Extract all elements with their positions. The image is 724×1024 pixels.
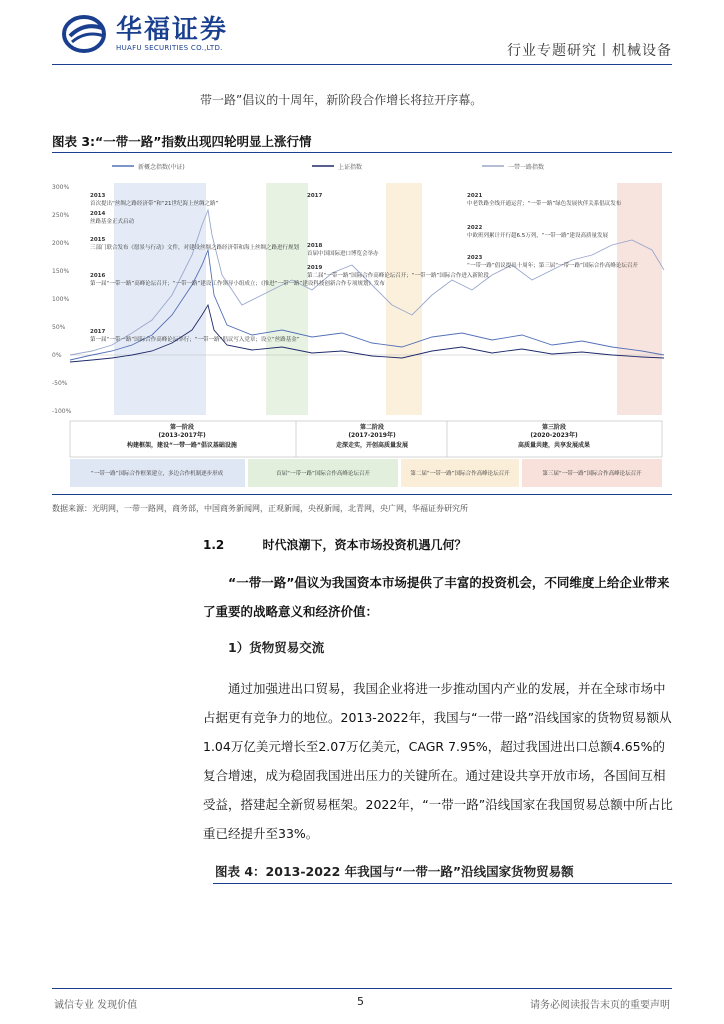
anno-year: 2014: [90, 211, 106, 217]
footer-divider: [52, 988, 672, 989]
body-paragraph: 通过加强进出口贸易，我国企业将进一步推动国内产业的发展，并在全球市场中占据更有竞争力的地位。2013-2022年，我国与“一带一路”沿线国家的货物贸易额从1.04万亿美元增长至2.07万亿美元，CAGR 7.95%，超过我国进出口总额4.65%的复合增速，成为稳固我国进出压力的关键所在。通过建设共享开放市场，各国间互相受益，搭建起全新贸易框架。2022年，“一带一路”沿线国家在我国贸易总额中所占比重已经提升至33%。: [203, 681, 673, 841]
phase2-desc: 走深走实，开创高质量发展: [335, 442, 409, 449]
anno-year: 2015: [90, 237, 106, 243]
phase4-band: [617, 183, 662, 415]
figure4-title: 图表 4：2013-2022 年我国与“一带一路”沿线国家货物贸易额: [215, 864, 574, 879]
phase2-bottom: 首届“一带一路”国际合作高峰论坛召开: [276, 471, 370, 477]
anno-text: 中老铁路全线开通运营；“一带一路”绿色发展伙伴关系倡议发布: [467, 201, 622, 207]
phase4-bottom: 第三届“一带一路”国际合作高峰论坛召开: [542, 471, 642, 477]
figure3-source: 数据来源：光明网，一带一路网，商务部，中国商务新闻网，正观新闻，央视新闻，北青网，央广网，华福证券研究所: [52, 504, 468, 513]
ytick: 0%: [52, 352, 62, 359]
ytick: -50%: [52, 380, 68, 387]
phase1-bottom: “一带一路”国际合作框架建立，多边合作机制逐步形成: [90, 471, 224, 477]
phase2-band: [266, 183, 308, 415]
phase3-period: (2020-2023年): [530, 432, 578, 439]
sub-heading: 1）货物贸易交流: [228, 640, 325, 655]
figure3-bottom-rule: [52, 494, 672, 495]
figure3-top-rule: [52, 152, 672, 153]
figure3-title: 图表 3:“一带一路”指数出现四轮明显上涨行情: [52, 134, 312, 149]
phase2-name: 第二阶段: [359, 424, 385, 431]
logo-chinese: 华福证券: [116, 15, 229, 45]
ytick: 100%: [52, 296, 70, 303]
anno-text: 首次提出“丝绸之路经济带”和“21世纪海上丝绸之路”: [90, 201, 219, 207]
phase3-bottom: 第二届“一带一路”国际合作高峰论坛召开: [410, 471, 510, 477]
anno-year: 2017: [307, 193, 323, 199]
anno-year: 2017: [90, 329, 106, 335]
anno-year: 2018: [307, 243, 323, 249]
phase2-period: (2017-2019年): [348, 432, 396, 439]
anno-text: 首届中国国际进口博览会举办: [307, 251, 379, 257]
anno-year: 2023: [467, 255, 483, 261]
ytick: 150%: [52, 268, 70, 275]
anno-text: 第一届“一带一路”国际合作高峰论坛举行；“一带一路”倡议写入党章；设立“丝路基金”: [90, 337, 300, 343]
ytick: 250%: [52, 212, 70, 219]
phase1-band: [114, 183, 206, 415]
huafu-logo-icon: [62, 14, 110, 54]
footer-slogan: 诚信专业 发现价值: [54, 1000, 138, 1011]
anno-text: 丝路基金正式启动: [90, 219, 135, 225]
legend-item-2: 上证指数: [338, 164, 363, 171]
footer-disclaimer: 请务必阅读报告末页的重要声明: [530, 1000, 670, 1011]
lead-paragraph: “一带一路”倡议为我国资本市场提供了丰富的投资机会，不同维度上给企业带来了重要的战略意义和经济价值：: [203, 575, 670, 619]
ytick: 200%: [52, 240, 70, 247]
phase1-name: 第一阶段: [169, 424, 195, 431]
anno-text: 第一届“一带一路”高峰论坛召开；“一带一路”建设工作领导小组成立；《推进“一带一路”建设科技创新合作专项规划》发布: [90, 281, 385, 287]
ytick: 300%: [52, 184, 70, 191]
section-number: 1.2: [203, 538, 225, 552]
ytick: 50%: [52, 324, 66, 331]
anno-year: 2022: [467, 225, 483, 231]
figure3-chart: [52, 155, 672, 490]
legend-item-1: 新概念指数(中证): [138, 164, 185, 171]
header-divider: [52, 64, 672, 65]
phase3-band: [386, 183, 422, 415]
section-heading: [203, 536, 466, 553]
anno-text: 第二届“一带一路”国际合作高峰论坛召开；“一带一路”国际合作进入新阶段: [307, 273, 489, 279]
phase3-desc: 高质量共建，共享发展成果: [517, 442, 591, 449]
phase1-period: (2013-2017年): [158, 432, 206, 439]
anno-year: 2016: [90, 273, 106, 279]
legend-item-3: 一带一路指数: [508, 164, 545, 171]
anno-year: 2013: [90, 193, 106, 199]
anno-year: 2021: [467, 193, 483, 199]
phase1-desc: 构建框架，建设“一带一路”倡议基础设施: [127, 442, 237, 449]
chart-legend: [112, 163, 544, 171]
anno-text: “一带一路”倡议提出十周年；第三届“一带一路”国际合作高峰论坛召开: [467, 263, 638, 269]
report-type: 行业专题研究丨机械设备: [507, 43, 672, 59]
phase3-name: 第三阶段: [541, 424, 567, 431]
anno-text: 三部门联合发布《愿景与行动》文件，对建设丝绸之路经济带和海上丝绸之路进行规划: [90, 245, 300, 251]
anno-year: 2019: [307, 265, 323, 271]
phase-table: [70, 421, 662, 487]
page-number: 5: [357, 995, 364, 1008]
intro-line: 带一路”倡议的十周年，新阶段合作增长将拉开序幕。: [200, 93, 483, 107]
y-axis-ticks: [52, 184, 72, 415]
section-title: 时代浪潮下，资本市场投资机遇几何？: [262, 538, 467, 552]
company-logo: [62, 14, 228, 54]
logo-english: HUAFU SECURITIES CO.,LTD.: [116, 44, 223, 52]
anno-text: 中欧班列累计开行超6.5万列，“一带一路”建设高质量发展: [467, 233, 608, 239]
ytick: -100%: [52, 408, 72, 415]
figure4-rule: [213, 883, 672, 884]
